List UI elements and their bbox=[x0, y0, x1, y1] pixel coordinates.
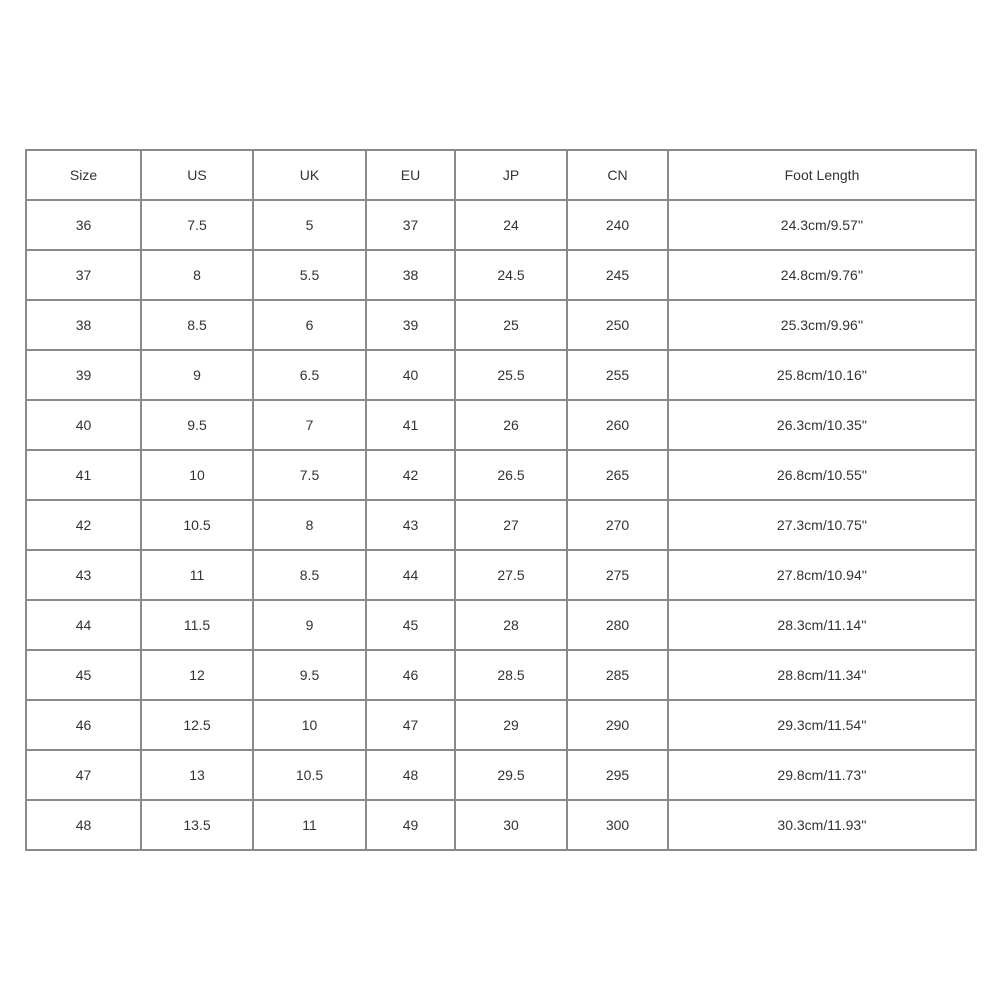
cell-foot-length: 26.8cm/10.55'' bbox=[668, 450, 976, 500]
cell-us: 13.5 bbox=[141, 800, 253, 850]
cell-us: 10.5 bbox=[141, 500, 253, 550]
table-header-row bbox=[26, 150, 976, 200]
cell-foot-length: 28.8cm/11.34'' bbox=[668, 650, 976, 700]
cell-size: 42 bbox=[26, 500, 141, 550]
cell-us: 9.5 bbox=[141, 400, 253, 450]
cell-eu: 40 bbox=[366, 350, 455, 400]
cell-size: 47 bbox=[26, 750, 141, 800]
cell-foot-length: 25.3cm/9.96'' bbox=[668, 300, 976, 350]
cell-size: 43 bbox=[26, 550, 141, 600]
cell-eu: 44 bbox=[366, 550, 455, 600]
table-row bbox=[26, 250, 976, 300]
table-row bbox=[26, 550, 976, 600]
header-jp: JP bbox=[455, 150, 567, 200]
cell-cn: 290 bbox=[567, 700, 668, 750]
table-row bbox=[26, 700, 976, 750]
cell-eu: 43 bbox=[366, 500, 455, 550]
cell-size: 44 bbox=[26, 600, 141, 650]
cell-uk: 10 bbox=[253, 700, 366, 750]
cell-jp: 27.5 bbox=[455, 550, 567, 600]
cell-uk: 9.5 bbox=[253, 650, 366, 700]
cell-cn: 270 bbox=[567, 500, 668, 550]
cell-size: 41 bbox=[26, 450, 141, 500]
cell-us: 10 bbox=[141, 450, 253, 500]
header-us: US bbox=[141, 150, 253, 200]
cell-jp: 26.5 bbox=[455, 450, 567, 500]
cell-foot-length: 29.8cm/11.73'' bbox=[668, 750, 976, 800]
cell-jp: 24.5 bbox=[455, 250, 567, 300]
cell-size: 39 bbox=[26, 350, 141, 400]
cell-us: 11.5 bbox=[141, 600, 253, 650]
header-uk: UK bbox=[253, 150, 366, 200]
cell-uk: 9 bbox=[253, 600, 366, 650]
cell-jp: 25.5 bbox=[455, 350, 567, 400]
cell-cn: 250 bbox=[567, 300, 668, 350]
cell-us: 12.5 bbox=[141, 700, 253, 750]
cell-uk: 6.5 bbox=[253, 350, 366, 400]
cell-cn: 240 bbox=[567, 200, 668, 250]
cell-eu: 41 bbox=[366, 400, 455, 450]
table-row bbox=[26, 450, 976, 500]
table-row bbox=[26, 500, 976, 550]
cell-foot-length: 24.8cm/9.76'' bbox=[668, 250, 976, 300]
cell-uk: 7 bbox=[253, 400, 366, 450]
table-row bbox=[26, 650, 976, 700]
header-foot-length: Foot Length bbox=[668, 150, 976, 200]
table-row bbox=[26, 600, 976, 650]
cell-foot-length: 30.3cm/11.93'' bbox=[668, 800, 976, 850]
header-cn: CN bbox=[567, 150, 668, 200]
cell-size: 38 bbox=[26, 300, 141, 350]
cell-us: 7.5 bbox=[141, 200, 253, 250]
cell-cn: 295 bbox=[567, 750, 668, 800]
cell-size: 40 bbox=[26, 400, 141, 450]
cell-cn: 260 bbox=[567, 400, 668, 450]
cell-cn: 280 bbox=[567, 600, 668, 650]
table-row bbox=[26, 800, 976, 850]
cell-us: 8 bbox=[141, 250, 253, 300]
cell-uk: 10.5 bbox=[253, 750, 366, 800]
table-row bbox=[26, 350, 976, 400]
cell-jp: 28 bbox=[455, 600, 567, 650]
cell-cn: 285 bbox=[567, 650, 668, 700]
cell-eu: 49 bbox=[366, 800, 455, 850]
cell-cn: 265 bbox=[567, 450, 668, 500]
cell-jp: 29 bbox=[455, 700, 567, 750]
cell-jp: 25 bbox=[455, 300, 567, 350]
cell-foot-length: 25.8cm/10.16'' bbox=[668, 350, 976, 400]
cell-eu: 45 bbox=[366, 600, 455, 650]
cell-jp: 24 bbox=[455, 200, 567, 250]
cell-cn: 275 bbox=[567, 550, 668, 600]
cell-eu: 39 bbox=[366, 300, 455, 350]
cell-uk: 8 bbox=[253, 500, 366, 550]
cell-uk: 6 bbox=[253, 300, 366, 350]
size-chart-table bbox=[25, 149, 977, 851]
cell-jp: 29.5 bbox=[455, 750, 567, 800]
cell-uk: 8.5 bbox=[253, 550, 366, 600]
cell-jp: 30 bbox=[455, 800, 567, 850]
cell-foot-length: 24.3cm/9.57'' bbox=[668, 200, 976, 250]
cell-us: 12 bbox=[141, 650, 253, 700]
cell-size: 46 bbox=[26, 700, 141, 750]
cell-foot-length: 27.3cm/10.75'' bbox=[668, 500, 976, 550]
cell-uk: 5.5 bbox=[253, 250, 366, 300]
table-body bbox=[26, 200, 976, 850]
cell-size: 48 bbox=[26, 800, 141, 850]
cell-us: 9 bbox=[141, 350, 253, 400]
cell-cn: 255 bbox=[567, 350, 668, 400]
cell-us: 13 bbox=[141, 750, 253, 800]
header-size: Size bbox=[26, 150, 141, 200]
cell-size: 36 bbox=[26, 200, 141, 250]
cell-size: 37 bbox=[26, 250, 141, 300]
cell-uk: 5 bbox=[253, 200, 366, 250]
cell-foot-length: 26.3cm/10.35'' bbox=[668, 400, 976, 450]
cell-us: 11 bbox=[141, 550, 253, 600]
cell-eu: 42 bbox=[366, 450, 455, 500]
header-eu: EU bbox=[366, 150, 455, 200]
cell-us: 8.5 bbox=[141, 300, 253, 350]
cell-foot-length: 28.3cm/11.14'' bbox=[668, 600, 976, 650]
cell-cn: 300 bbox=[567, 800, 668, 850]
table-row bbox=[26, 400, 976, 450]
cell-size: 45 bbox=[26, 650, 141, 700]
cell-uk: 11 bbox=[253, 800, 366, 850]
cell-foot-length: 27.8cm/10.94'' bbox=[668, 550, 976, 600]
cell-eu: 48 bbox=[366, 750, 455, 800]
table-row bbox=[26, 750, 976, 800]
table-row bbox=[26, 200, 976, 250]
cell-jp: 28.5 bbox=[455, 650, 567, 700]
table-row bbox=[26, 300, 976, 350]
cell-jp: 26 bbox=[455, 400, 567, 450]
cell-eu: 37 bbox=[366, 200, 455, 250]
cell-jp: 27 bbox=[455, 500, 567, 550]
cell-foot-length: 29.3cm/11.54'' bbox=[668, 700, 976, 750]
cell-uk: 7.5 bbox=[253, 450, 366, 500]
cell-eu: 46 bbox=[366, 650, 455, 700]
cell-eu: 38 bbox=[366, 250, 455, 300]
cell-eu: 47 bbox=[366, 700, 455, 750]
cell-cn: 245 bbox=[567, 250, 668, 300]
